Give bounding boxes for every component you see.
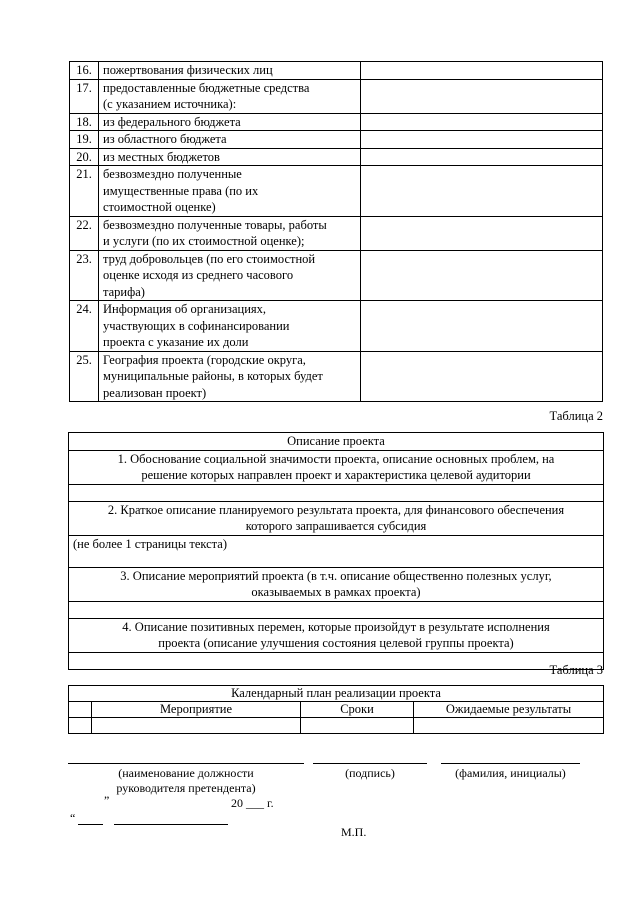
row-number: 17. [70, 79, 99, 113]
table-row [70, 216, 603, 250]
table3-header: Календарный план реализации проекта [69, 686, 604, 702]
table3-cell[interactable] [69, 718, 92, 734]
col-results-header: Ожидаемые результаты [414, 702, 604, 718]
row-label: из областного бюджета [99, 131, 361, 149]
project-description-table [68, 432, 604, 670]
col-number-header [69, 702, 92, 718]
row-number: 18. [70, 113, 99, 131]
row-label: из федерального бюджета [99, 113, 361, 131]
table-row [70, 62, 603, 80]
row-number: 19. [70, 131, 99, 149]
row-value-cell[interactable] [361, 79, 603, 113]
section4-content-cell[interactable] [69, 652, 604, 669]
table3-cell[interactable] [414, 718, 604, 734]
row-number: 24. [70, 301, 99, 352]
table-row [70, 113, 603, 131]
col-activity-header: Мероприятие [92, 702, 301, 718]
signature-label: (подпись) [345, 766, 395, 780]
table2-header: Описание проекта [69, 433, 604, 451]
table-row [70, 166, 603, 217]
row-label: предоставленные бюджетные средства (с указанием источника): [99, 79, 361, 113]
section3-content-cell[interactable] [69, 601, 604, 618]
row-value-cell[interactable] [361, 250, 603, 301]
row-number: 21. [70, 166, 99, 217]
row-number: 20. [70, 148, 99, 166]
row-value-cell[interactable] [361, 301, 603, 352]
table3-caption: Таблица 3 [549, 663, 603, 677]
row-value-cell[interactable] [361, 62, 603, 80]
table-row [70, 301, 603, 352]
date-quote-open: “ [70, 811, 76, 825]
row-label: безвозмездно полученные товары, работы и услуги (по их стоимостной оценке); [99, 216, 361, 250]
table3-cell[interactable] [92, 718, 301, 734]
row-number: 22. [70, 216, 99, 250]
date-year: 20 ___ г. [231, 796, 274, 810]
row-value-cell[interactable] [361, 148, 603, 166]
table-row [70, 351, 603, 402]
row-label: Информация об организациях, участвующих в софинансировании проекта с указание их доли [99, 301, 361, 352]
table-row [70, 79, 603, 113]
position-label: (наименование должности руководителя претендента) [116, 766, 256, 795]
table-row [70, 131, 603, 149]
name-line[interactable] [441, 763, 580, 764]
table2-caption: Таблица 2 [549, 409, 603, 423]
row-label: безвозмездно полученные имущественные права (по их стоимостной оценке) [99, 166, 361, 217]
signature-line[interactable] [313, 763, 427, 764]
calendar-plan-table [68, 685, 604, 734]
row-label: География проекта (городские округа, муниципальные районы, в которых будет реализован проект) [99, 351, 361, 402]
position-line[interactable] [68, 763, 304, 764]
date-month-line[interactable] [114, 824, 228, 825]
col-terms-header: Сроки [301, 702, 414, 718]
name-label: (фамилия, инициалы) [455, 766, 566, 780]
row-number: 16. [70, 62, 99, 80]
row-number: 25. [70, 351, 99, 402]
row-number: 23. [70, 250, 99, 301]
row-label: труд добровольцев (по его стоимостной оценке исходя из среднего часового тарифа) [99, 250, 361, 301]
row-value-cell[interactable] [361, 131, 603, 149]
section2-title: 2. Краткое описание планируемого результата проекта, для финансового обеспечения которого запрашивается субсидия [69, 501, 604, 535]
row-label: из местных бюджетов [99, 148, 361, 166]
row-value-cell[interactable] [361, 351, 603, 402]
section3-title: 3. Описание мероприятий проекта (в т.ч. описание общественно полезных услуг, оказываемых в рамках проекта) [69, 567, 604, 601]
row-value-cell[interactable] [361, 216, 603, 250]
table-row [70, 148, 603, 166]
stamp-label: М.П. [341, 825, 367, 839]
section1-content-cell[interactable] [69, 484, 604, 501]
row-label: пожертвования физических лиц [99, 62, 361, 80]
row-value-cell[interactable] [361, 113, 603, 131]
date-day-line[interactable] [78, 824, 103, 825]
date-quote-close: ” [104, 793, 110, 807]
row-value-cell[interactable] [361, 166, 603, 217]
section1-title: 1. Обоснование социальной значимости проекта, описание основных проблем, на решение которых направлен проект и характеристика целевой аудитории [69, 450, 604, 484]
section2-note: (не более 1 страницы текста) [69, 535, 604, 567]
section4-title: 4. Описание позитивных перемен, которые произойдут в результате исполнения проекта (описание улучшения состояния целевой группы проекта) [69, 618, 604, 652]
table3-cell[interactable] [301, 718, 414, 734]
funding-sources-table [69, 61, 603, 402]
table-row [70, 250, 603, 301]
